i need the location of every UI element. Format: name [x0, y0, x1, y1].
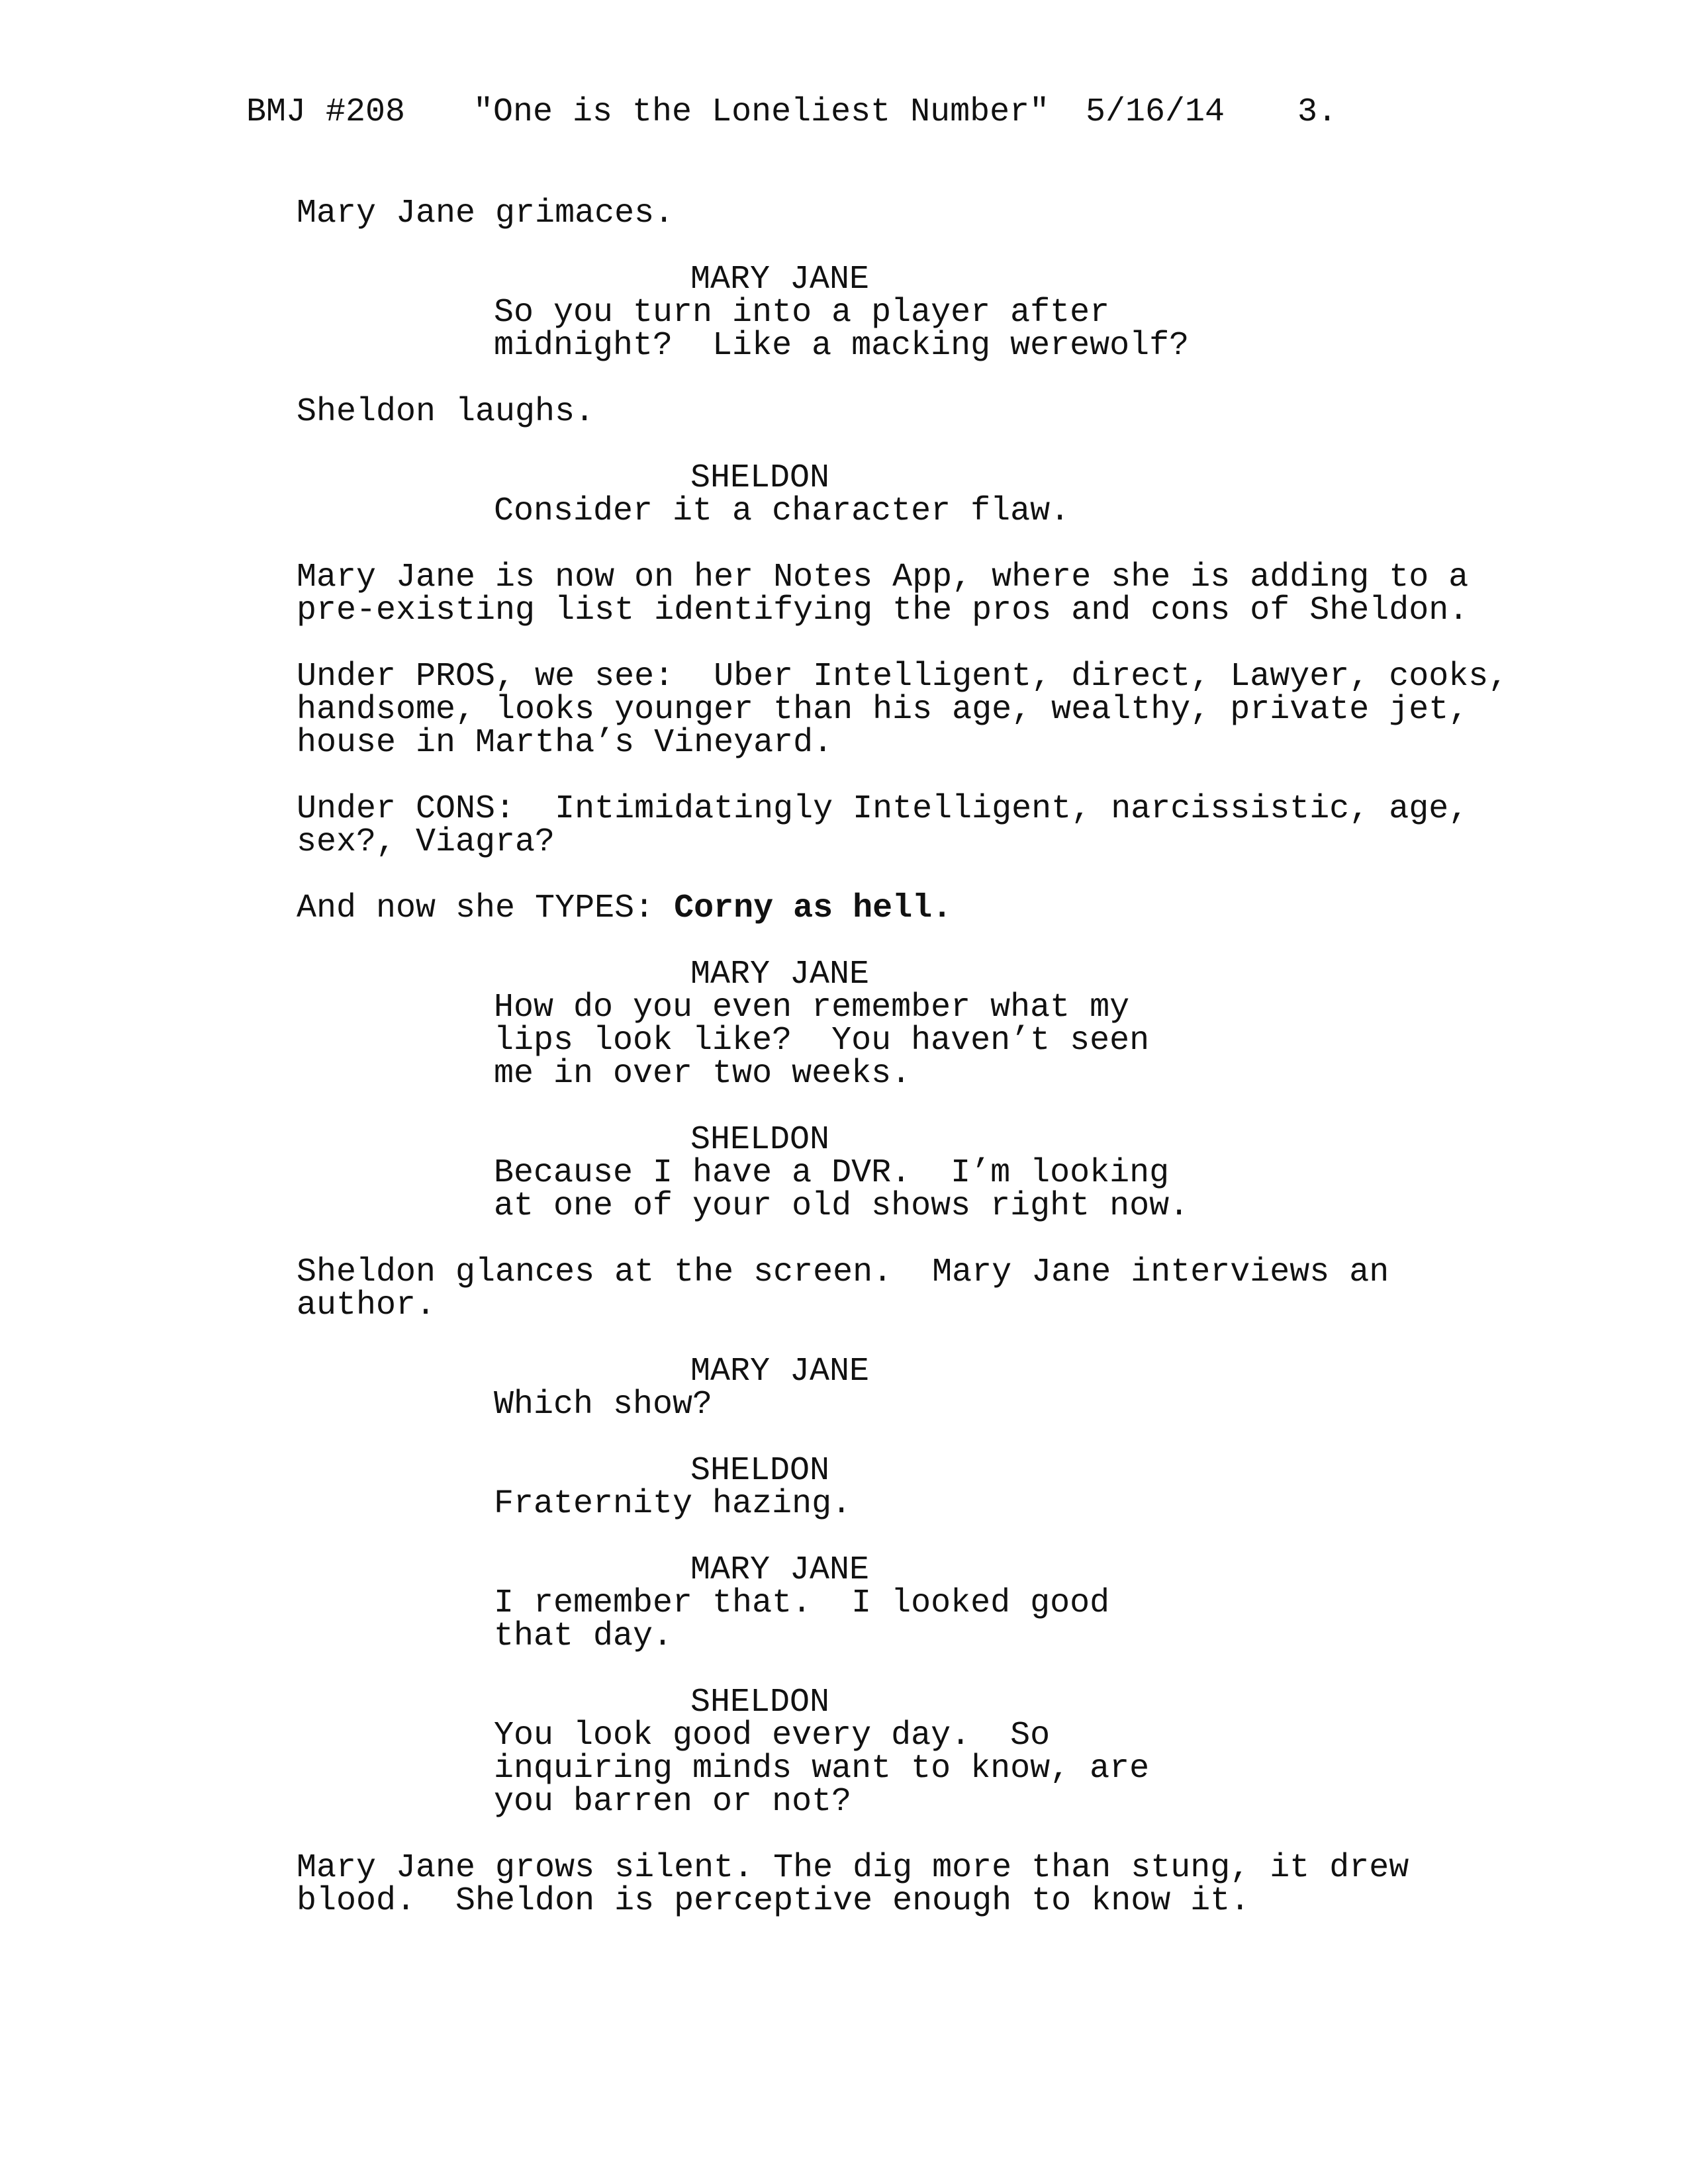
episode-number: BMJ #208: [246, 93, 406, 131]
dialogue-line: at one of your old shows right now.: [494, 1187, 1190, 1225]
action-line: Sheldon laughs.: [297, 393, 595, 431]
character-cue: SHELDON: [690, 459, 830, 497]
dialogue-line: I remember that. I looked good: [494, 1584, 1110, 1622]
dialogue-line: So you turn into a player after: [494, 294, 1110, 332]
character-cue: MARY JANE: [690, 956, 870, 993]
dialogue-line: Because I have a DVR. I’m looking: [494, 1154, 1170, 1192]
action-line: author.: [297, 1287, 436, 1324]
character-cue: MARY JANE: [690, 1551, 870, 1589]
dialogue-line: How do you even remember what my: [494, 989, 1130, 1026]
dialogue-line: Consider it a character flaw.: [494, 492, 1070, 530]
action-text: And now she TYPES:: [297, 889, 675, 927]
page-number: 3.: [1297, 93, 1338, 131]
character-cue: MARY JANE: [690, 1353, 870, 1390]
action-line: [297, 889, 1488, 927]
action-line: Mary Jane grimaces.: [297, 195, 675, 232]
dialogue-line: you barren or not?: [494, 1783, 852, 1821]
dialogue-line: me in over two weeks.: [494, 1055, 912, 1093]
action-line: pre-existing list identifying the pros and cons of Sheldon.: [297, 592, 1469, 629]
dialogue-line: Which show?: [494, 1386, 713, 1424]
dialogue-line: Fraternity hazing.: [494, 1485, 852, 1523]
action-line: Mary Jane is now on her Notes App, where she is adding to a: [297, 559, 1469, 596]
page-header: [0, 93, 1688, 132]
episode-title: "One is the Loneliest Number": [473, 93, 1050, 131]
character-cue: SHELDON: [690, 1684, 830, 1721]
character-cue: MARY JANE: [690, 261, 870, 298]
character-cue: SHELDON: [690, 1121, 830, 1159]
dialogue-line: that day.: [494, 1617, 673, 1655]
action-line: Sheldon glances at the screen. Mary Jane interviews an: [297, 1253, 1389, 1291]
action-line: Under CONS: Intimidatingly Intelligent, narcissistic, age,: [297, 790, 1469, 828]
dialogue-line: midnight? Like a macking werewolf?: [494, 327, 1190, 365]
action-line: sex?, Viagra?: [297, 823, 555, 861]
revision-date: 5/16/14: [1086, 93, 1225, 131]
action-line: handsome, looks younger than his age, wealthy, private jet,: [297, 691, 1469, 729]
dialogue-line: lips look like? You haven’t seen: [494, 1022, 1150, 1060]
dialogue-line: inquiring minds want to know, are: [494, 1750, 1150, 1788]
action-line: Mary Jane grows silent. The dig more than stung, it drew: [297, 1849, 1409, 1887]
action-line: blood. Sheldon is perceptive enough to know it.: [297, 1882, 1250, 1920]
dialogue-line: You look good every day. So: [494, 1717, 1051, 1754]
action-line: Under PROS, we see: Uber Intelligent, direct, Lawyer, cooks,: [297, 658, 1509, 696]
typed-text: Corny as hell.: [674, 889, 953, 927]
action-line: house in Martha’s Vineyard.: [297, 724, 833, 762]
character-cue: SHELDON: [690, 1452, 830, 1490]
